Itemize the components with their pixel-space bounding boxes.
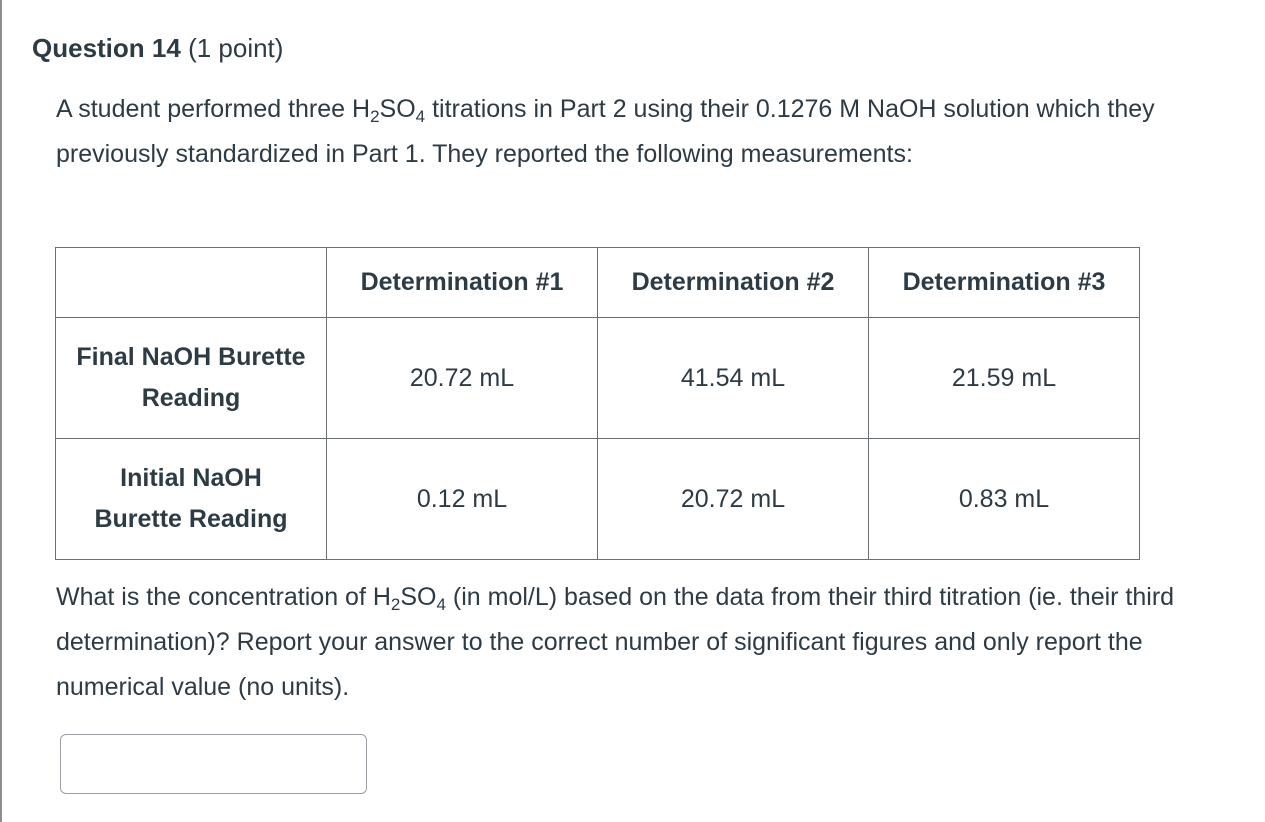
table-cell: 41.54 mL — [598, 318, 869, 439]
ask-subscript-1: 2 — [390, 595, 401, 614]
prompt-text-3: titrations in Part 2 using their 0.1276 M NaOH solution which they previously standardized in Part 1. They reported the following measurements: — [56, 95, 1155, 168]
question-title: Question 14 — [32, 33, 181, 63]
ask-text-3: (in mol/L) based on the data from their third titration (ie. their third determination)? Report your answer to the correct number of significant figures and only report the numerical value (no units). — [56, 583, 1175, 701]
column-header-empty — [56, 248, 327, 318]
row-label-line-2: Burette Reading — [94, 505, 288, 533]
question-header — [32, 30, 283, 66]
column-header-determination-1: Determination #1 — [327, 248, 598, 318]
prompt-text-1: A student performed three H — [56, 95, 371, 123]
ask-text-1: What is the concentration of H — [56, 583, 391, 611]
question-ask — [56, 575, 1216, 710]
table-cell: 21.59 mL — [869, 318, 1140, 439]
prompt-subscript-2: 4 — [415, 107, 426, 126]
prompt-text-2: SO — [379, 95, 416, 123]
ask-subscript-2: 4 — [436, 595, 446, 614]
table-row — [56, 318, 1140, 439]
answer-input[interactable] — [60, 734, 367, 794]
table-cell: 20.72 mL — [598, 439, 869, 560]
row-label-final-reading — [56, 318, 327, 439]
measurements-table — [55, 247, 1140, 560]
row-label-line-1: Final NaOH Burette — [76, 343, 306, 371]
column-header-determination-2: Determination #2 — [598, 248, 869, 318]
ask-text-2: SO — [400, 583, 437, 611]
table-cell: 0.12 mL — [327, 439, 598, 560]
row-label-initial-reading — [56, 439, 327, 560]
table-header-row — [56, 248, 1140, 318]
table-cell: 20.72 mL — [327, 318, 598, 439]
prompt-subscript-1: 2 — [370, 107, 380, 126]
question-points: (1 point) — [188, 33, 284, 63]
table-row — [56, 439, 1140, 560]
row-label-line-2: Reading — [141, 384, 241, 412]
left-border — [0, 0, 2, 822]
table-cell: 0.83 mL — [869, 439, 1140, 560]
column-header-determination-3: Determination #3 — [869, 248, 1140, 318]
question-prompt — [56, 87, 1156, 177]
row-label-line-1: Initial NaOH — [120, 464, 262, 492]
